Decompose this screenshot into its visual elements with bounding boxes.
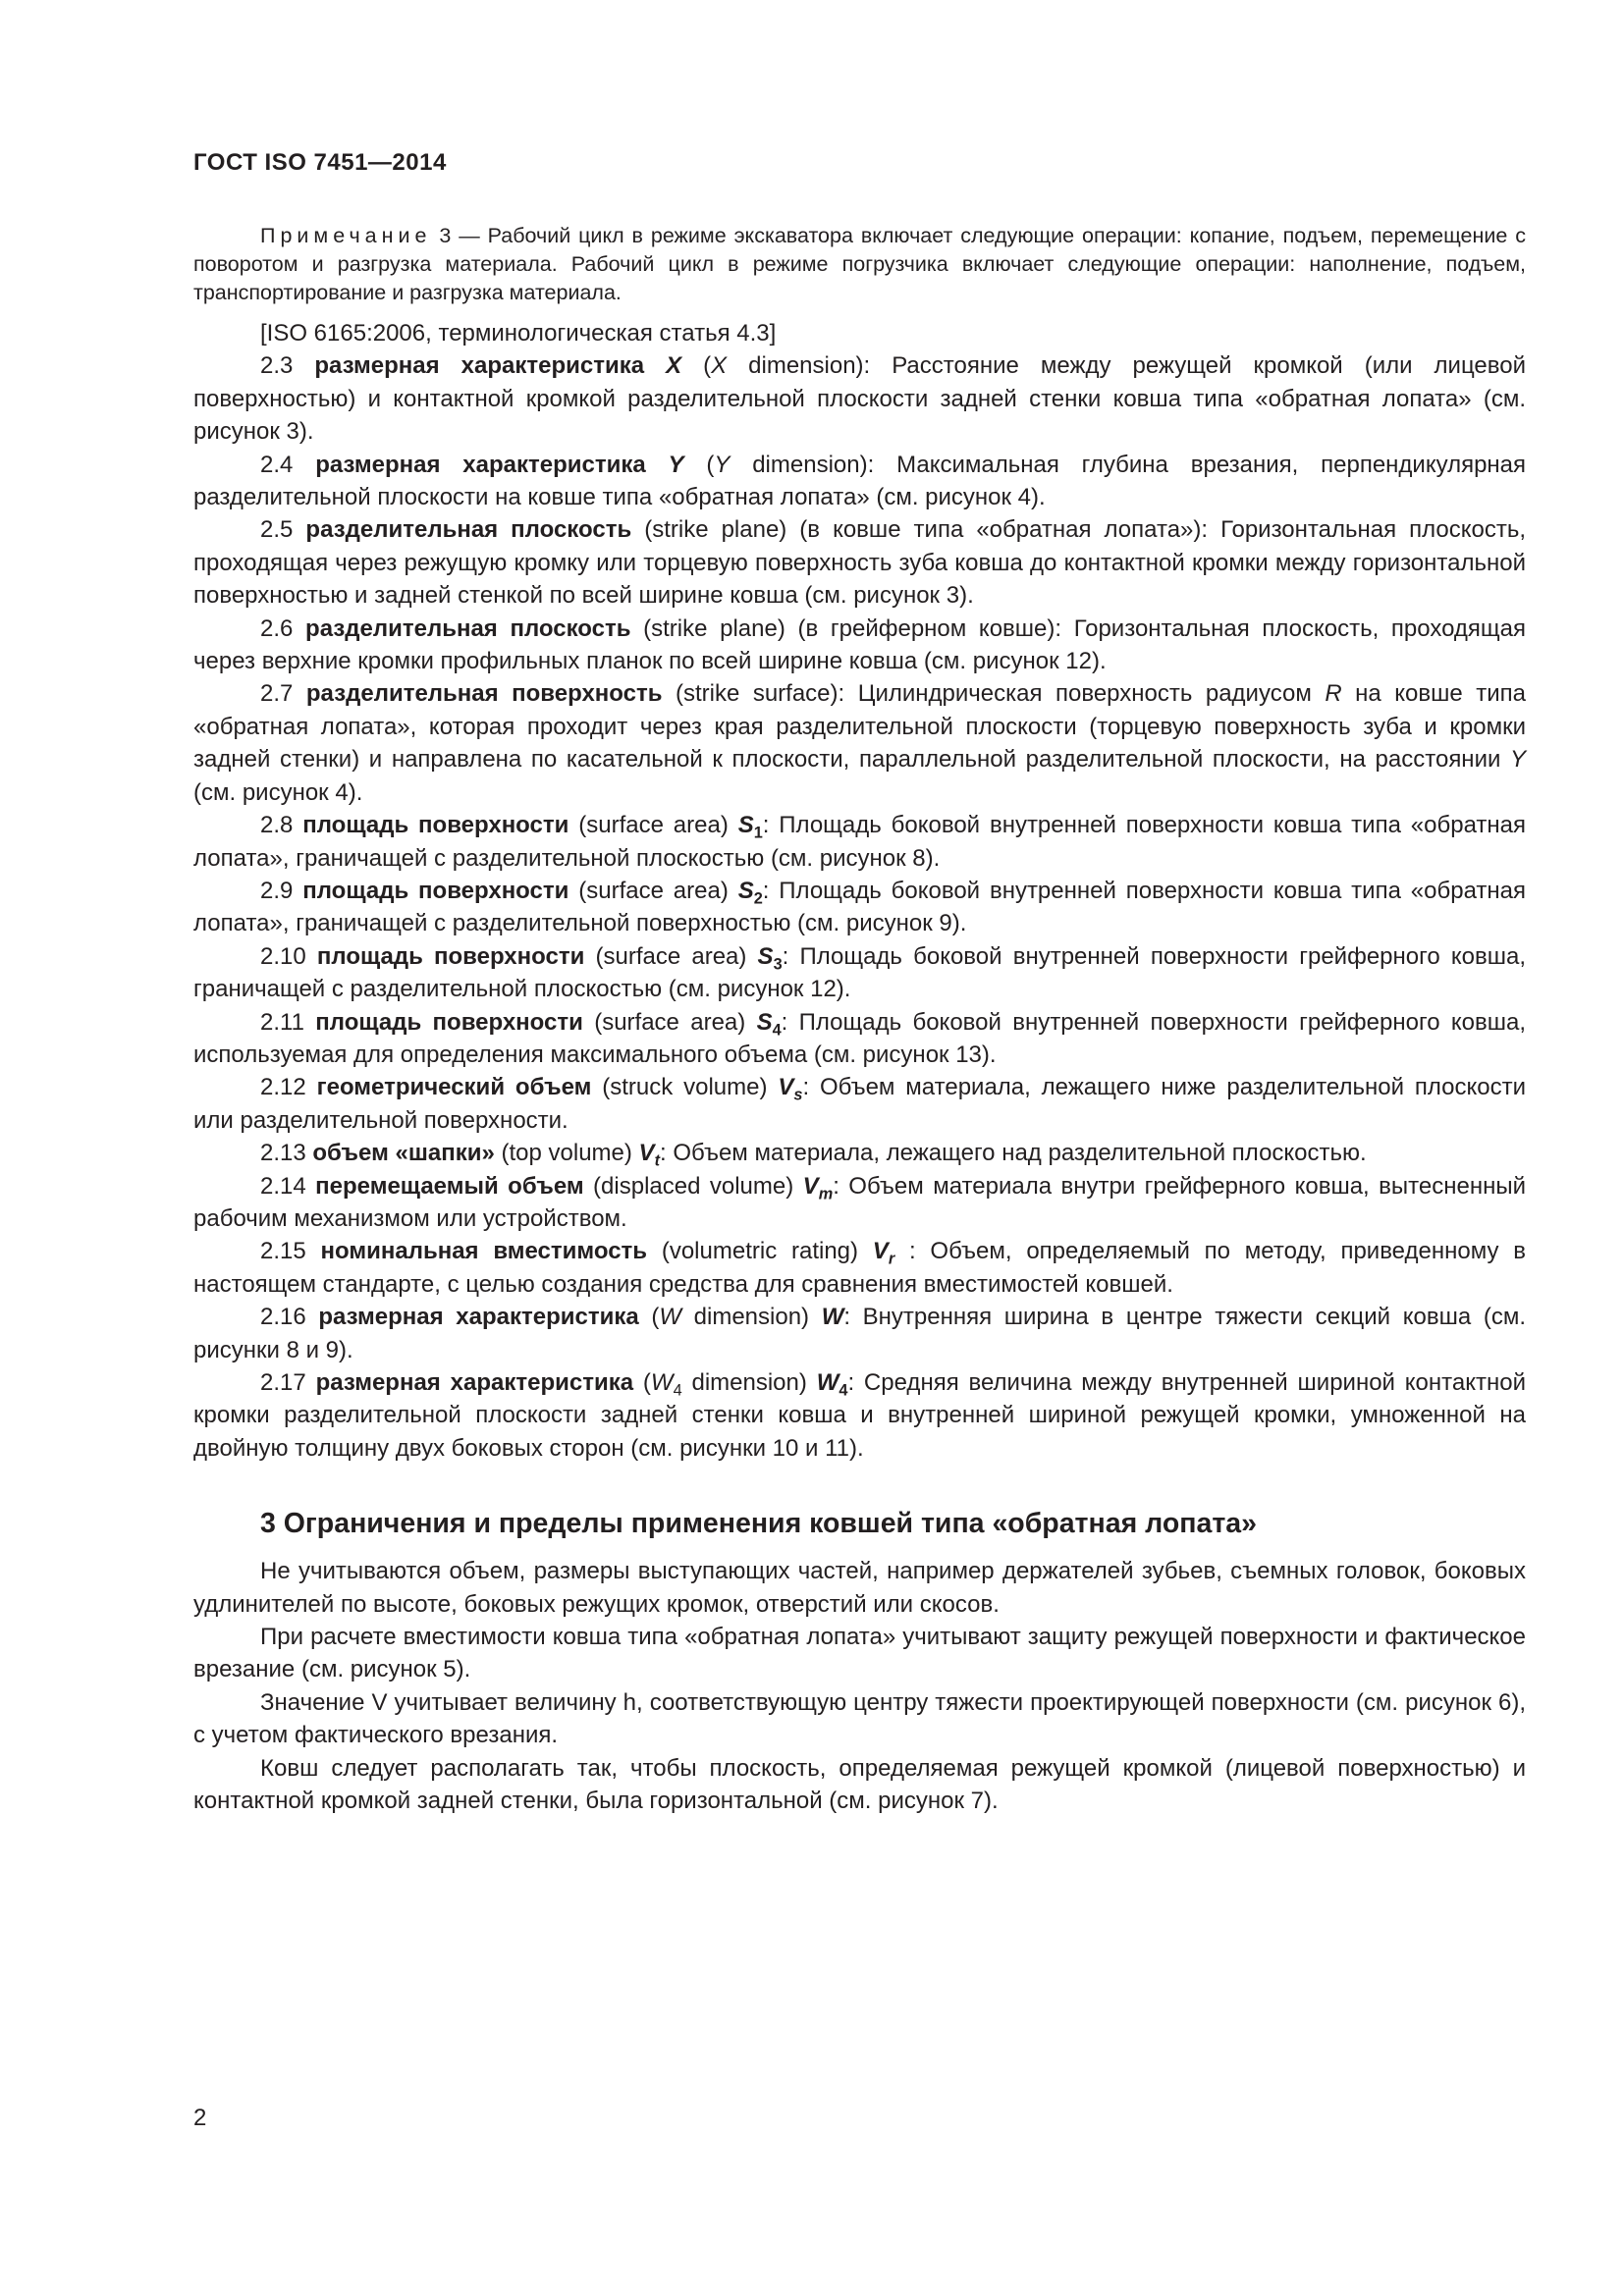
section-paragraph: При расчете вместимости ковша типа «обратная лопата» учитывают защиту режущей поверхности и фактическое врезание (см. рисунок 5). (193, 1624, 1526, 1683)
term-2-3: 2.3 размерная характеристика X (X dimension): Расстояние между режущей кромкой (или лицевой поверхностью) и контактной кромкой разделительной плоскости задней стенки ковша типа «обратная лопата» (см. рисунок 3). (193, 352, 1527, 446)
note-label: Примечание (260, 224, 432, 247)
term-2-14: 2.14 перемещаемый объем (displaced volume) $V_m$: Объем материала внутри грейферного ковша, вытесненный рабочим механизмом или устройством. (193, 1172, 1526, 1232)
term-2-15: 2.15 номинальная вместимость (volumetric rating) $V_r$ : Объем, определяемый по методу, приведенному в настоящем стандарте, с целью создания средства для сравнения вместимостей ковшей. (193, 1238, 1527, 1298)
term-2-5: 2.5 разделительная плоскость (strike plane) (в ковше типа «обратная лопата»): Горизонтальная плоскость, проходящая через режущую кромку или торцевую поверхность зуба ковша до контактной кромки между горизонтальной поверхностью и задней стенкой по всей ширине ковша (см. рисунок 3). (193, 516, 1526, 610)
term-2-8: 2.8 площадь поверхности (surface area) $S_1$: Площадь боковой внутренней поверхности ковша типа «обратная лопата», граничащей с разделительной плоскостью (см. рисунок 8). (193, 812, 1526, 872)
term-2-6: 2.6 разделительная плоскость (strike plane) (в грейферном ковше): Горизонтальная плоскость, проходящая через верхние кромки профильных планок по всей ширине ковша (см. рисунок 12). (193, 614, 1526, 675)
term-2-13: 2.13 объем «шапки» (top volume) $V_t$: Объем материала, лежащего над разделительной плоскостью. (260, 1140, 1367, 1170)
term-2-11: 2.11 площадь поверхности (surface area) $S_4$: Площадь боковой внутренней поверхности грейферного ковша, используемая для определения максимального объема (см. рисунок 13). (193, 1008, 1526, 1068)
section-paragraph: Не учитываются объем, размеры выступающих частей, например держателей зубьев, съемных головок, боковых удлинителей по высоте, боковых режущих кромок, отверстий или скосов. (193, 1558, 1526, 1618)
document-code: ГОСТ ISO 7451—2014 (193, 149, 447, 176)
term-2-10: 2.10 площадь поверхности (surface area) $S_3$: Площадь боковой внутренней поверхности грейферного ковша, граничащей с разделительной плоскостью (см. рисунок 12). (193, 942, 1526, 1003)
page-number: 2 (193, 2105, 207, 2131)
term-2-16: 2.16 размерная характеристика (W dimension) W: Внутренняя ширина в центре тяжести секций ковша (см. рисунки 8 и 9). (193, 1304, 1526, 1363)
note-text: 3 — Рабочий цикл в режиме экскаватора включает следующие операции: копание, подъем, перемещение с поворотом и разгрузка материала. Рабочий цикл в режиме погрузчика включает следующие операции: наполнение, подъем, транспортирование и разгрузка материала. (193, 224, 1526, 304)
term-2-9: 2.9 площадь поверхности (surface area) $S_2$: Площадь боковой внутренней поверхности ковша типа «обратная лопата», граничащей с разделительной поверхностью (см. рисунок 9). (193, 877, 1526, 937)
section-paragraph: Значение V учитывает величину h, соответствующую центру тяжести проектирующей поверхности (см. рисунок 6), с учетом фактического врезания. (193, 1688, 1526, 1749)
document-body (193, 222, 1526, 1817)
section-heading: 3 Ограничения и пределы применения ковшей типа «обратная лопата» (260, 1508, 1257, 1540)
reference-line: [ISO 6165:2006, терминологическая статья 4.3] (260, 320, 777, 347)
section-paragraph: Ковш следует располагать так, чтобы плоскость, определяемая режущей кромкой (лицевой поверхностью) и контактной кромкой задней стенки, была горизонтальной (см. рисунок 7). (193, 1754, 1526, 1815)
term-2-12: 2.12 геометрический объем (struck volume) $V_s$: Объем материала, лежащего ниже разделительной плоскости или разделительной поверхности. (193, 1074, 1527, 1134)
term-2-17: 2.17 размерная характеристика ($W_4$ dimension) $W_4$: Средняя величина между внутренней шириной контактной кромки разделительной плоскости задней стенки ковша и внутренней шириной режущей кромки, умноженной на двойную толщину двух боковых сторон (см. рисунки 10 и 11). (193, 1369, 1527, 1462)
term-2-7: 2.7 разделительная поверхность (strike surface): Цилиндрическая поверхность радиусом R на ковше типа «обратная лопата», которая проходит через края разделительной плоскости (торцевую поверхность зуба и кромки задней стенки) и направлена по касательной к плоскости, параллельной разделительной плоскости, на расстоянии Y (см. рисунок 4). (193, 680, 1526, 806)
term-2-4: 2.4 размерная характеристика Y (Y dimension): Максимальная глубина врезания, перпендикулярная разделительной плоскости на ковше типа «обратная лопата» (см. рисунок 4). (193, 451, 1527, 511)
note-paragraph (193, 222, 1526, 307)
